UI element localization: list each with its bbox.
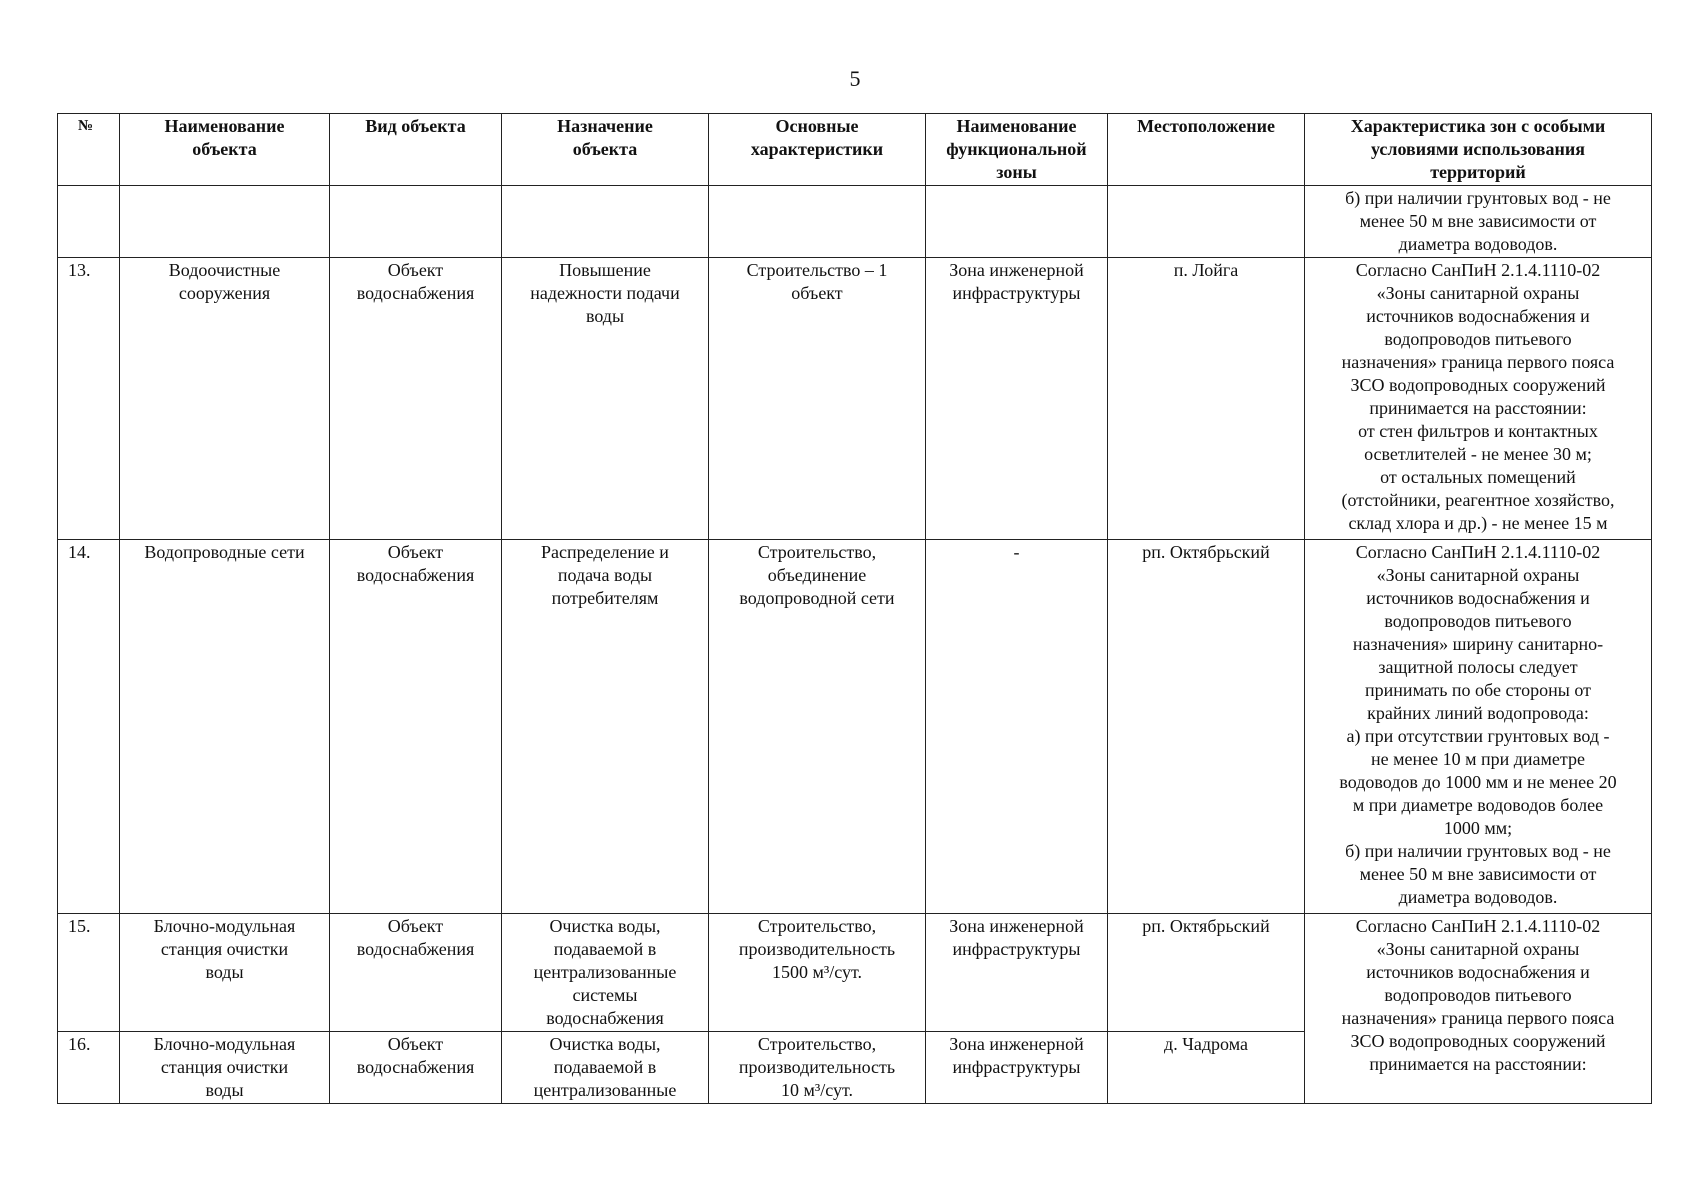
cell-zone: Зона инженерной инфраструктуры bbox=[926, 914, 1108, 1032]
cell-empty bbox=[709, 186, 926, 258]
cell-location: рп. Октябрьский bbox=[1108, 914, 1305, 1032]
cell-empty bbox=[1108, 186, 1305, 258]
cell-name-wrap bbox=[120, 1032, 330, 1104]
cell-purpose: Очистка воды, подаваемой в централизованные системы водоснабжения bbox=[502, 914, 709, 1032]
cell-location: п. Лойга bbox=[1108, 258, 1305, 540]
cell-name: Блочно-модульная станция очистки воды bbox=[153, 1034, 296, 1100]
cell-main: Строительство – 1 объект bbox=[709, 258, 926, 540]
cell-main: Строительство, объединение водопроводной сети bbox=[709, 540, 926, 914]
cell-num: 14. bbox=[58, 540, 120, 914]
cell-type: Объект водоснабжения bbox=[330, 540, 502, 914]
cell-main-wrap bbox=[709, 1032, 926, 1104]
header-name: Наименование объекта bbox=[120, 114, 330, 186]
cell-empty bbox=[502, 186, 709, 258]
cell-empty bbox=[330, 186, 502, 258]
cell-zone: Зона инженерной инфраструктуры bbox=[926, 258, 1108, 540]
header-purpose: Назначение объекта bbox=[502, 114, 709, 186]
objects-table bbox=[57, 113, 1652, 1104]
cell-purpose: Повышение надежности подачи воды bbox=[502, 258, 709, 540]
cell-num: 16. bbox=[58, 1032, 120, 1104]
table-row bbox=[58, 258, 1652, 540]
cell-purpose: Распределение и подача воды потребителям bbox=[502, 540, 709, 914]
header-special: Характеристика зон с особыми условиями использования территорий bbox=[1305, 114, 1652, 186]
header-type: Вид объекта bbox=[330, 114, 502, 186]
cell-name: Водоочистные сооружения bbox=[120, 258, 330, 540]
cell-empty bbox=[120, 186, 330, 258]
cell-type: Объект водоснабжения bbox=[330, 258, 502, 540]
cell-num: 15. bbox=[58, 914, 120, 1032]
cell-special: Согласно СанПиН 2.1.4.1110-02 «Зоны санитарной охраны источников водоснабжения и водопроводов питьевого назначения» ширину санитарно- защитной полосы следует принимать по обе стороны от крайних линий водопровода: а) при отсутствии грунтовых вод - не менее 10 м при диаметре водоводов до 1000 мм и не менее 20 м при диаметре водоводов более 1000 мм; б) при наличии грунтовых вод - не менее 50 м вне зависимости от диаметра водоводов. bbox=[1305, 540, 1652, 914]
cell-purpose-wrap bbox=[502, 1032, 709, 1104]
cell-main: Строительство, производительность 10 м³/сут. bbox=[738, 1034, 896, 1100]
cell-special: Согласно СанПиН 2.1.4.1110-02 «Зоны санитарной охраны источников водоснабжения и водопроводов питьевого назначения» граница первого пояса ЗСО водопроводных сооружений принимается на расстоянии: bbox=[1305, 914, 1652, 1104]
cell-empty bbox=[926, 186, 1108, 258]
cell-special: Согласно СанПиН 2.1.4.1110-02 «Зоны санитарной охраны источников водоснабжения и водопроводов питьевого назначения» граница первого пояса ЗСО водопроводных сооружений принимается на расстоянии: от стен фильтров и контактных осветлителей - не менее 30 м; от остальных помещений (отстойники, реагентное хозяйство, склад хлора и др.) - не менее 15 м bbox=[1305, 258, 1652, 540]
cell-name: Водопроводные сети bbox=[120, 540, 330, 914]
cell-num: 13. bbox=[58, 258, 120, 540]
cell-type: Объект водоснабжения bbox=[330, 1032, 502, 1104]
cell-location: рп. Октябрьский bbox=[1108, 540, 1305, 914]
table-row bbox=[58, 540, 1652, 914]
cell-name: Блочно-модульная станция очистки воды bbox=[120, 914, 330, 1032]
cell-zone: Зона инженерной инфраструктуры bbox=[926, 1032, 1108, 1104]
page-number: 5 bbox=[849, 66, 861, 91]
cell-main: Строительство, производительность 1500 м³/сут. bbox=[709, 914, 926, 1032]
table-row bbox=[58, 914, 1652, 1032]
cell-type: Объект водоснабжения bbox=[330, 914, 502, 1032]
cell-special: б) при наличии грунтовых вод - не менее 50 м вне зависимости от диаметра водоводов. bbox=[1305, 186, 1652, 258]
cell-empty bbox=[58, 186, 120, 258]
cell-zone: - bbox=[926, 540, 1108, 914]
cell-purpose: Очистка воды, подаваемой в централизованные bbox=[533, 1034, 677, 1100]
header-zone: Наименование функциональной зоны bbox=[926, 114, 1108, 186]
header-num: № bbox=[58, 114, 120, 186]
table-header-row bbox=[58, 114, 1652, 186]
header-main: Основные характеристики bbox=[709, 114, 926, 186]
table-row-continued bbox=[58, 186, 1652, 258]
header-location: Местоположение bbox=[1108, 114, 1305, 186]
cell-location: д. Чадрома bbox=[1108, 1032, 1305, 1104]
